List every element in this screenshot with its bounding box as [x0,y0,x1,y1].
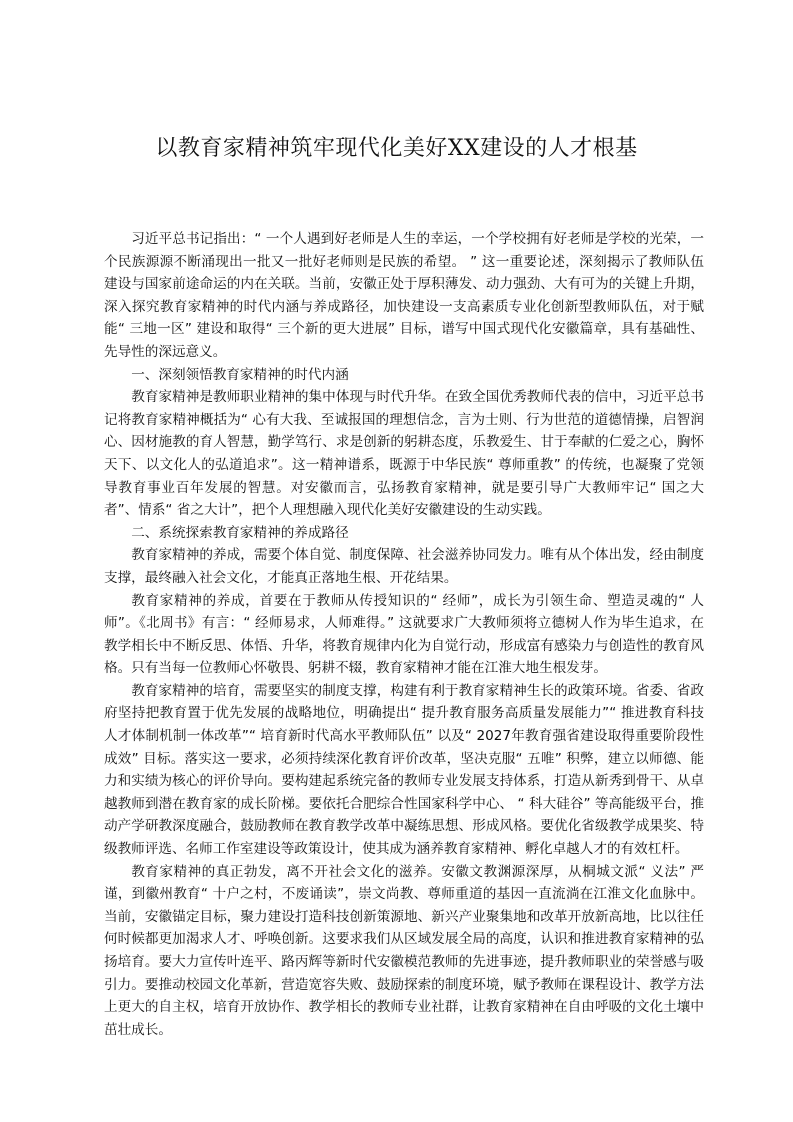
paragraph: 教育家精神是教师职业精神的集中体现与时代升华。在致全国优秀教师代表的信中，习近平总书记将教育家精神概括为“ 心有大我、至诚报国的理想信念，言为士则、行为世范的道德情操，启智润心、因材施教的育人智慧，勤学笃行、求是创新的躬耕态度，乐教爱生、甘于奉献的仁爱之心，胸怀天下、以文化人的弘道追求”。这一精神谱系，既源于中华民族“ 尊师重教” 的传统，也凝聚了党领导教育事业百年发展的智慧。对安徽而言，弘扬教育家精神，就是要引导广大教师牢记“ 国之大者”、情系“ 省之大计”，把个人理想融入现代化美好安徽建设的生动实践。 [104,389,704,519]
document-body [104,228,704,1041]
paragraph-intro: 习近平总书记指出：“ 一个人遇到好老师是人生的幸运，一个学校拥有好老师是学校的光荣，一个民族源源不断涌现出一批又一批好老师则是民族的希望。 ” 这一重要论述，深刻揭示了教师队伍建设与国家前途命运的内在关联。当前，安徽正处于厚积薄发、动力强劲、大有可为的关键上升期，深入探究教育家精神的时代内涵与养成路径，加快建设一支高素质专业化创新型教师队伍，对于赋能“ 三地一区” 建设和取得“ 三个新的更大进展” 目标，谱写中国式现代化安徽篇章，具有基础性、先导性的深远意义。 [104,231,704,360]
paragraph: 教育家精神的真正勃发，离不开社会文化的滋养。安徽文教渊源深厚，从桐城文派“ 义法” 严谨，到徽州教育“ 十户之村，不废诵读”，崇文尚教、尊师重道的基因一直流淌在江淮文化血脉中。当前，安徽锚定目标，聚力建设打造科技创新策源地、新兴产业聚集地和改革开放新高地，比以往任何时候都更加渴求人才、呼唤创新。这要求我们从区域发展全局的高度，认识和推进教育家精神的弘扬培育。要大力宣传叶连平、路丙辉等新时代安徽模范教师的先进事迹，提升教师职业的荣誉感与吸引力。要推动校园文化革新，营造宽容失败、鼓励探索的制度环境，赋予教师在课程设计、教学方法上更大的自主权，培育开放协作、教学相长的教师专业社群，让教育家精神在自由呼吸的文化土壤中茁壮成长。 [104,863,704,1038]
paragraph: 教育家精神的养成，首要在于教师从传授知识的“ 经师”，成长为引领生命、塑造灵魂的“ 人师”。《北周书》有言：“ 经师易求，人师难得。” 这就要求广大教师须将立德树人作为毕生追求，在教学相长中不断反思、体悟、升华，将教育规律内化为自觉行动，形成富有感染力与创造性的教育风格。只有当每一位教师心怀敬畏、躬耕不辍，教育家精神才能在江淮大地生根发芽。 [104,592,704,677]
section-heading-2: 二、系统探索教育家精神的养成路径 [131,524,349,541]
paragraph: 教育家精神的养成，需要个体自觉、制度保障、社会滋养协同发力。唯有从个体出发，经由制度支撑，最终融入社会文化，才能真正落地生根、开花结果。 [104,547,704,586]
paragraph: 教育家精神的培育，需要坚实的制度支撑，构建有利于教育家精神生长的政策环境。省委、省政府坚持把教育置于优先发展的战略地位，明确提出“ 提升教育服务高质量发展能力”“ 推进教育科技人才体制机制一体改革”“ 培育新时代高水平教师队伍” 以及“ 2027年教育强省建设取得重要阶段性成效” 目标。落实这一要求，必须持续深化教育评价改革，坚决克服“ 五唯” 积弊，建立以师德、能力和实绩为核心的评价导向。要构建起系统完备的教师专业发展支持体系，打造从新秀到骨干、从卓越教师到潜在教育家的成长阶梯。要依托合肥综合性国家科学中心、 “ 科大硅谷” 等高能级平台，推动产学研教深度融合，鼓励教师在教育教学改革中凝练思想、形成风格。要优化省级教学成果奖、特级教师评选、名师工作室建设等政策设计，使其成为涵养教育家精神、孵化卓越人才的有效杠杆。 [104,682,704,858]
section-heading-1: 一、深刻领悟教育家精神的时代内涵 [131,366,349,383]
document-title: 以教育家精神筑牢现代化美好XX建设的人才根基 [155,136,638,161]
